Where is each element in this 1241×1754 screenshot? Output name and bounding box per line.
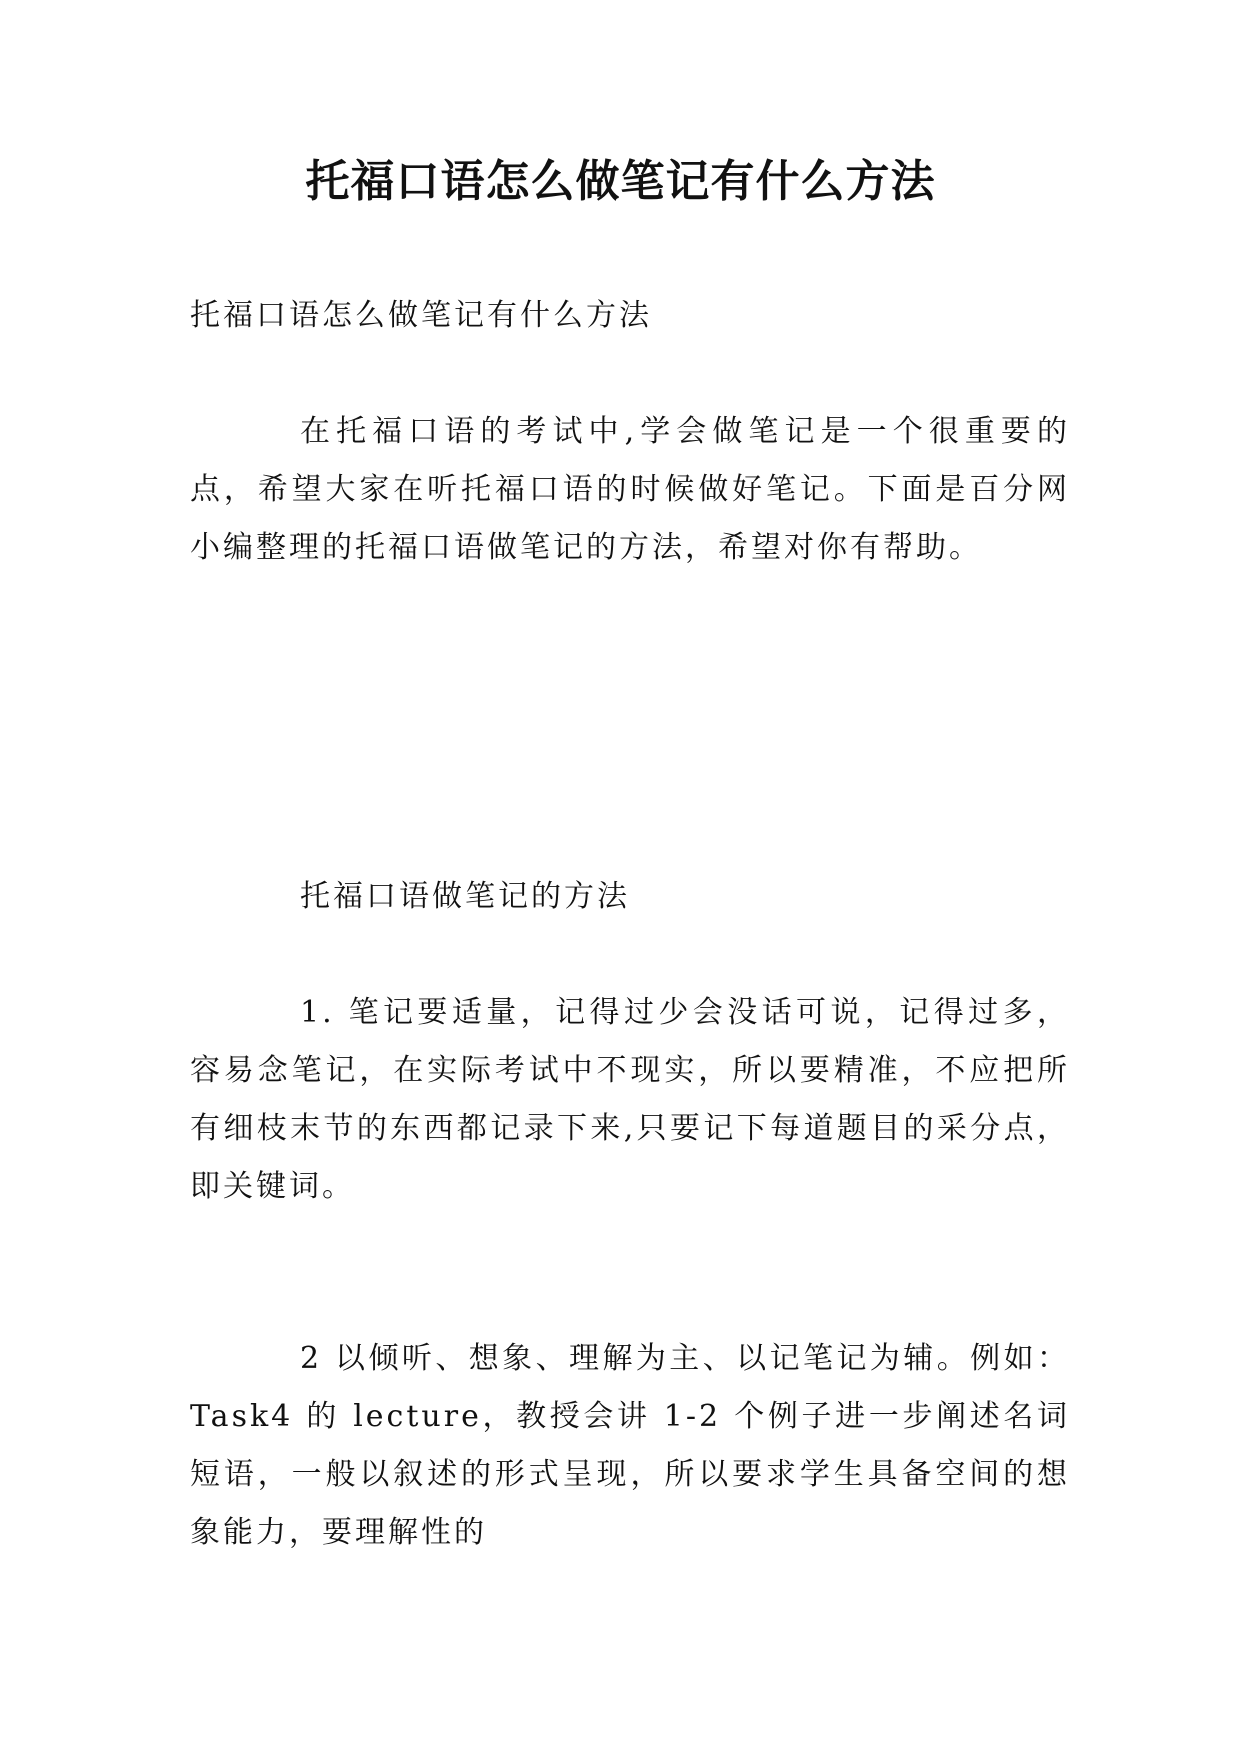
point-2-paragraph: 2 以倾听、想象、理解为主、以记笔记为辅。例如：Task4 的 lecture，教授会讲 1-2 个例子进一步阐述名词短语，一般以叙述的形式呈现，所以要求学生具备空间的想象能力，要理解性的: [190, 1341, 1070, 1550]
point-1-paragraph: 1. 笔记要适量，记得过少会没话可说，记得过多，容易念笔记，在实际考试中不现实，所以要精准，不应把所有细枝末节的东西都记录下来,只要记下每道题目的采分点，即关键词。: [190, 995, 1070, 1204]
section-heading: 托福口语做笔记的方法: [300, 879, 630, 914]
document-subtitle: 托福口语怎么做笔记有什么方法: [190, 298, 652, 333]
document-title: 托福口语怎么做笔记有什么方法: [305, 156, 936, 207]
intro-paragraph: 在托福口语的考试中,学会做笔记是一个很重要的点，希望大家在听托福口语的时候做好笔记。下面是百分网小编整理的托福口语做笔记的方法，希望对你有帮助。: [190, 414, 1070, 565]
